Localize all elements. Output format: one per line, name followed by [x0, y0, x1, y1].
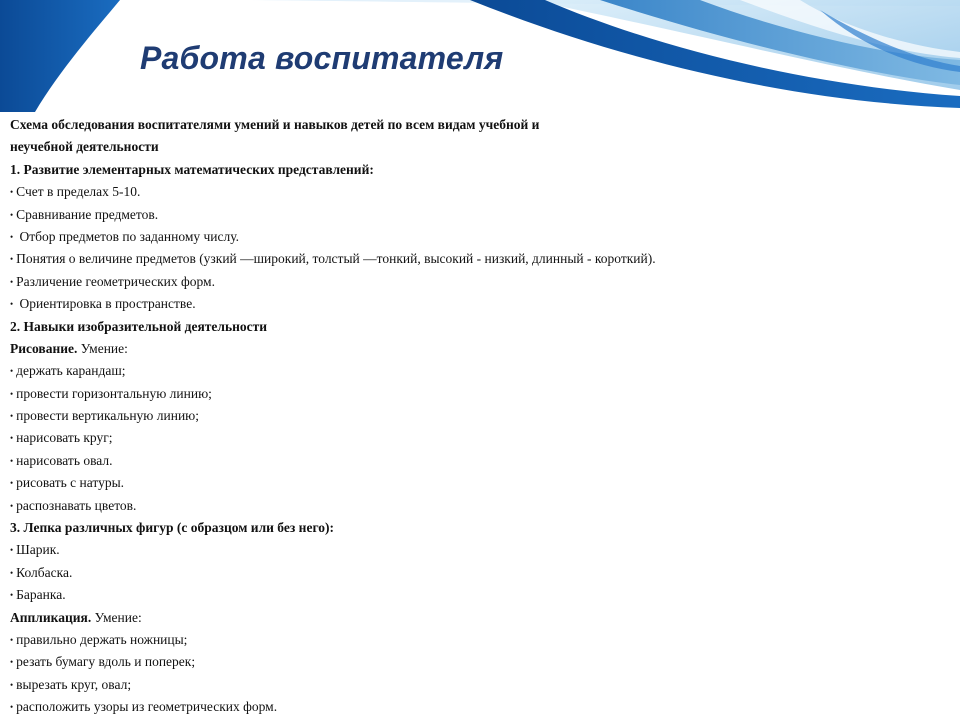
subheading-text: Умение: — [94, 609, 142, 625]
list-item — [10, 293, 810, 315]
list-item-text: вырезать круг, овал; — [16, 676, 132, 692]
list-item — [10, 472, 810, 494]
list-item-text: распознавать цветов. — [16, 497, 137, 513]
list-item — [10, 248, 810, 270]
bullet-icon: • — [10, 545, 14, 556]
slide-title: Работа воспитателя — [140, 40, 504, 76]
list-item-text: провести вертикальную линию; — [16, 408, 200, 424]
bullet-icon: • — [10, 590, 14, 601]
list-item — [10, 495, 810, 517]
section-2-heading: 2. Навыки изобразительной деятельности — [10, 318, 268, 334]
section-3-heading: 3. Лепка различных фигур (с образцом или без него): — [10, 520, 334, 536]
list-item-text: Колбаска. — [16, 564, 73, 580]
bullet-icon: • — [10, 657, 14, 668]
bullet-icon: • — [10, 634, 14, 645]
list-item — [10, 674, 810, 696]
list-item — [10, 629, 810, 651]
subheading-label: Аппликация. — [10, 609, 92, 625]
list-item-text: провести горизонтальную линию; — [16, 385, 212, 401]
list-item-text: рисовать с натуры. — [16, 475, 125, 491]
slide-content — [10, 114, 810, 719]
bullet-icon: • — [10, 478, 14, 489]
bullet-icon: • — [10, 366, 14, 377]
list-item-text: Отбор предметов по заданному числу. — [16, 228, 239, 244]
intro-line-1: Схема обследования воспитателями умений и навыков детей по всем видам учебной и — [10, 117, 540, 132]
list-item — [10, 226, 810, 248]
list-item — [10, 450, 810, 472]
bullet-icon: • — [10, 433, 14, 444]
bullet-icon: • — [10, 276, 14, 287]
list-item-text: Различение геометрических форм. — [16, 273, 215, 289]
list-item — [10, 651, 810, 673]
list-item-text: Счет в пределах 5-10. — [16, 184, 141, 200]
list-item-text: Баранка. — [16, 587, 66, 603]
list-item-text: Понятия о величине предметов (узкий —широкий, толстый —тонкий, высокий - низкий, длинный - короткий). — [16, 251, 656, 267]
left-blue-wedge — [0, 0, 120, 112]
intro-line-2: неучебной деятельности — [10, 139, 159, 155]
section-1-heading: 1. Развитие элементарных математических представлений: — [10, 161, 374, 177]
list-item-text: правильно держать ножницы; — [16, 631, 188, 647]
list-item-text: Шарик. — [16, 542, 60, 558]
list-item-text: расположить узоры из геометрических форм. — [16, 699, 278, 715]
list-item-text: Ориентировка в пространстве. — [16, 296, 196, 312]
subheading-text: Умение: — [80, 340, 128, 356]
list-item-text: Сравнивание предметов. — [16, 206, 159, 222]
list-item — [10, 427, 810, 449]
list-item-text: нарисовать круг; — [16, 430, 113, 446]
list-item — [10, 562, 810, 584]
bullet-icon: • — [10, 567, 14, 578]
list-item-text: держать карандаш; — [16, 363, 126, 379]
subheading-label: Рисование. — [10, 340, 78, 356]
bullet-icon: • — [10, 231, 14, 242]
list-item — [10, 539, 810, 561]
bullet-icon: • — [10, 209, 14, 220]
bullet-icon: • — [10, 500, 14, 511]
list-item-text: нарисовать овал. — [16, 452, 113, 468]
bullet-icon: • — [10, 679, 14, 690]
list-item — [10, 383, 810, 405]
list-item — [10, 360, 810, 382]
bullet-icon: • — [10, 455, 14, 466]
bullet-icon: • — [10, 254, 14, 265]
list-item — [10, 271, 810, 293]
bullet-icon: • — [10, 411, 14, 422]
list-item — [10, 405, 810, 427]
subheading-applique — [10, 607, 810, 629]
bullet-icon: • — [10, 702, 14, 713]
list-item — [10, 584, 810, 606]
list-item — [10, 204, 810, 226]
subheading-drawing — [10, 338, 810, 360]
list-item — [10, 696, 810, 718]
bullet-icon: • — [10, 299, 14, 310]
bullet-icon: • — [10, 187, 14, 198]
list-item-text: резать бумагу вдоль и поперек; — [16, 654, 196, 670]
list-item — [10, 181, 810, 203]
bullet-icon: • — [10, 388, 14, 399]
